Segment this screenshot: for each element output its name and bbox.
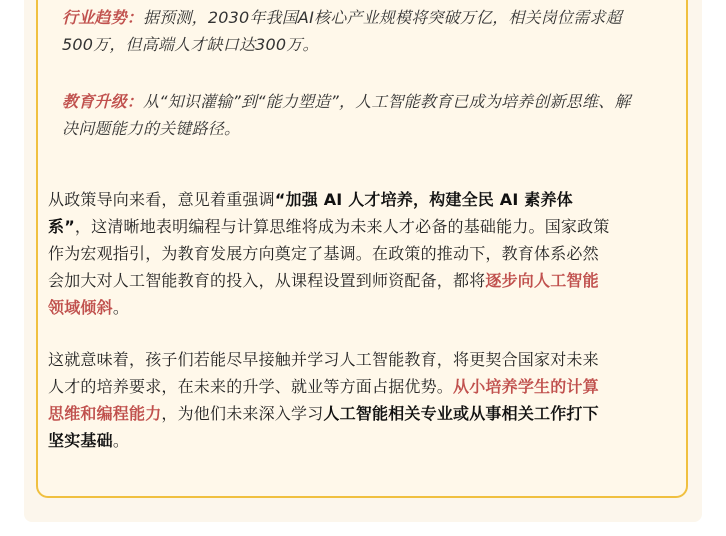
meaning-line2-text: 人才的培养要求，在未来的升学、就业等方面占据优势。: [48, 377, 454, 396]
trend-paragraph: [62, 4, 622, 58]
policy-line3-text: 作为宏观指引，为教育发展方向奠定了基调。在政策的推动下，教育体系必然: [48, 244, 599, 263]
content-card: [36, 0, 688, 498]
education-text-line2: 决问题能力的关键路径。: [62, 119, 241, 138]
policy-line4-text: 会加大对人工智能教育的投入，从课程设置到师资配备，都将: [48, 271, 486, 290]
meaning-bold: 人工智能相关专业或从事相关工作打下: [323, 404, 599, 423]
meaning-paragraph: [48, 346, 599, 454]
policy-quote-bold: “加强 AI 人才培养，构建全民 AI 素养体: [274, 190, 573, 209]
trend-label: 行业趋势：: [62, 8, 144, 27]
trend-text-line1: 据预测，2030年我国AI核心产业规模将突破万亿，相关岗位需求超: [143, 8, 622, 27]
education-label: 教育升级：: [62, 92, 144, 111]
meaning-highlight-red: 从小培养学生的计算: [453, 377, 599, 396]
meaning-line3-text: ，为他们未来深入学习: [161, 404, 324, 423]
meaning-line1-text: 这就意味着，孩子们若能尽早接触并学习人工智能教育，将更契合国家对未来: [48, 350, 599, 369]
policy-line2-text: ，这清晰地表明编程与计算思维将成为未来人才必备的基础能力。国家政策: [74, 217, 610, 236]
education-paragraph: [62, 88, 631, 142]
meaning-bold-end: 坚实基础: [48, 431, 113, 450]
policy-highlight-red: 逐步向人工智能: [485, 271, 599, 290]
education-text-line1: 从“知识灌输”到“能力塑造”，人工智能教育已成为培养创新思维、解: [143, 92, 631, 111]
policy-line1-text: 从政策导向来看，意见着重强调: [48, 190, 275, 209]
meaning-line4-text: 。: [112, 431, 130, 450]
policy-highlight-red-end: 领域倾斜: [48, 298, 113, 317]
policy-paragraph: [48, 186, 610, 321]
meaning-highlight-red-end: 思维和编程能力: [48, 404, 162, 423]
policy-quote-bold-end: 系”: [48, 217, 75, 236]
policy-line5-text: 。: [112, 298, 130, 317]
trend-text-line2: 500万，但高端人才缺口达300万。: [62, 35, 319, 54]
